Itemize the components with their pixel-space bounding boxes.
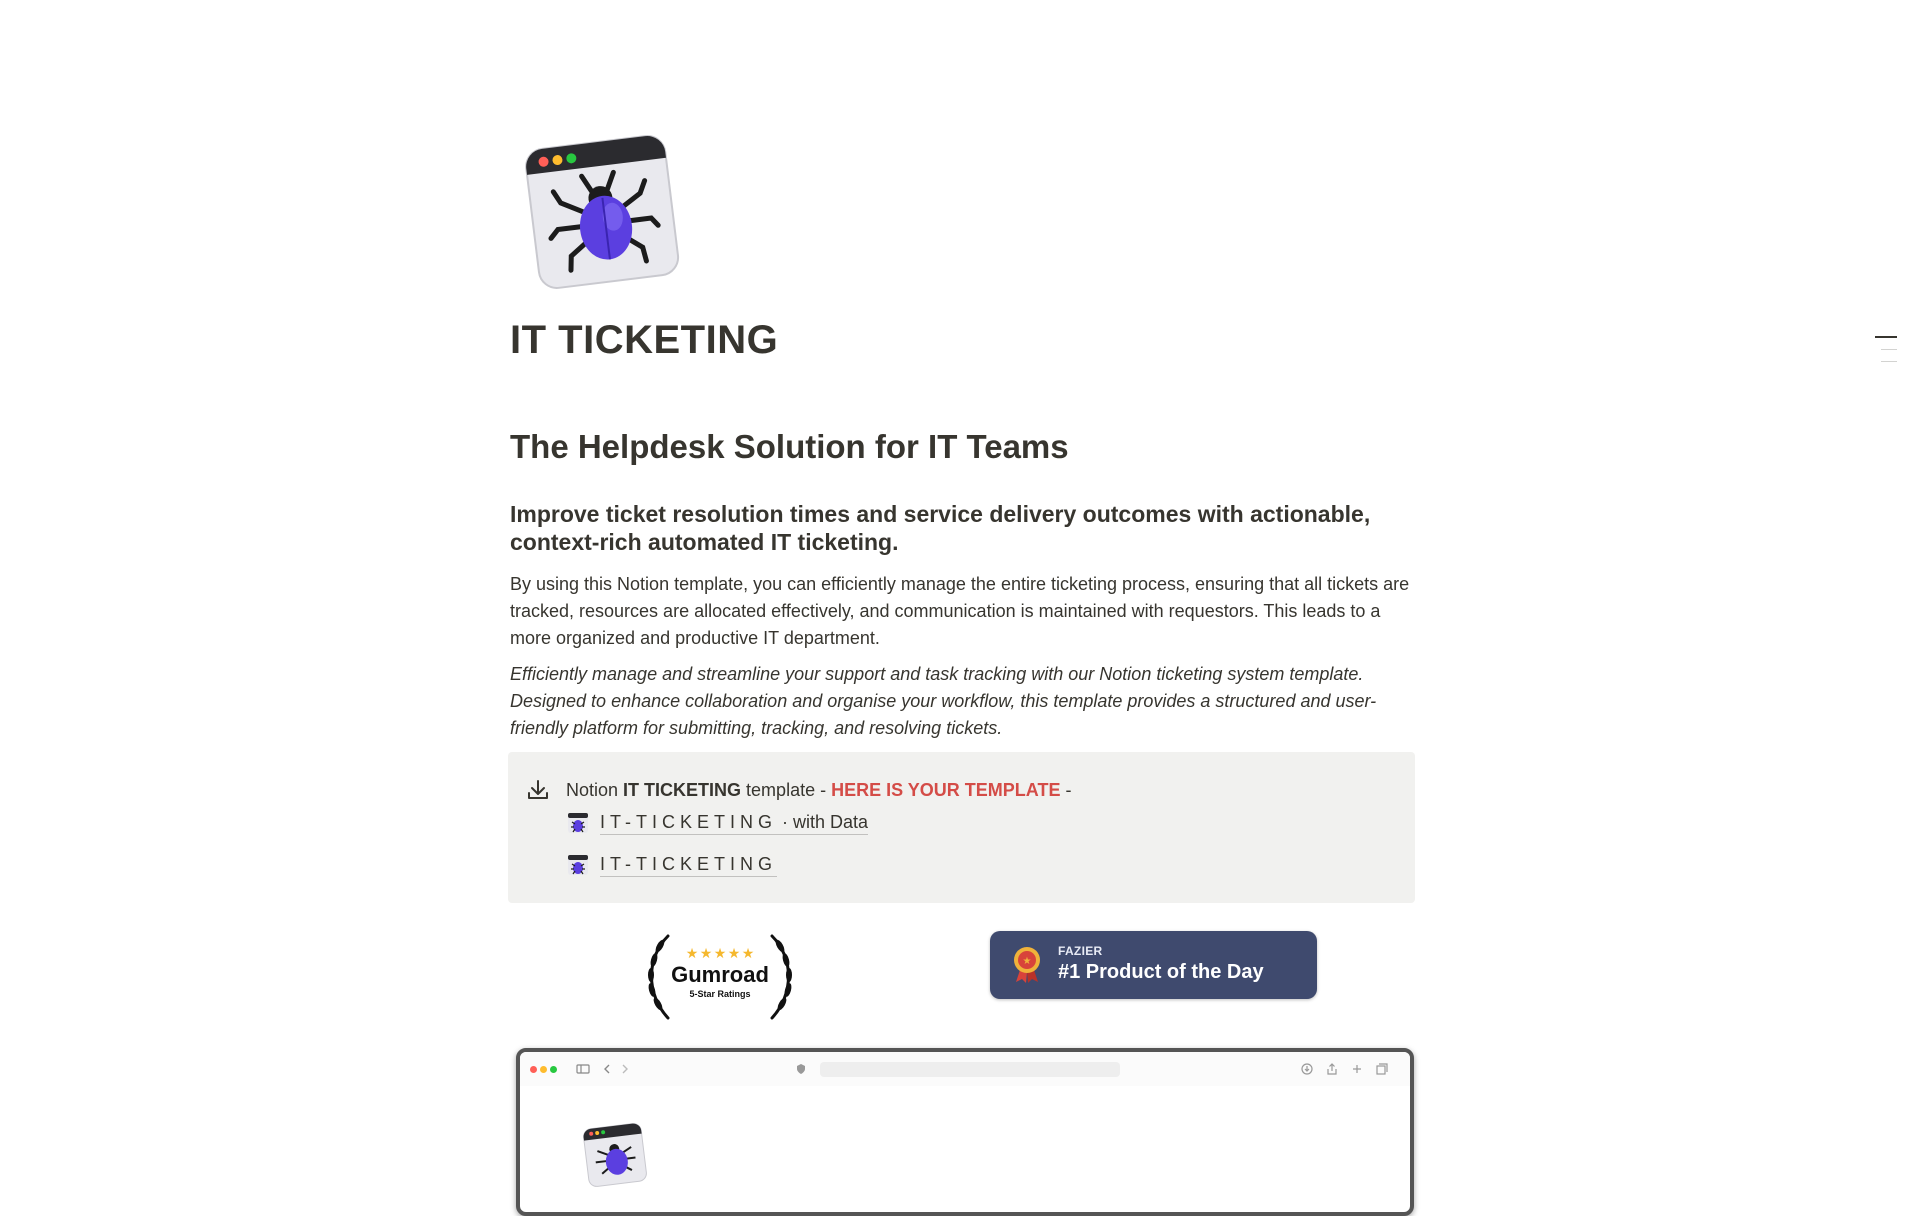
toc-line-active[interactable] <box>1875 336 1897 338</box>
callout-text <box>566 776 1071 804</box>
toc-line[interactable] <box>1881 349 1897 350</box>
plus-icon <box>1350 1062 1364 1076</box>
link-label[interactable] <box>600 812 868 835</box>
sidebar-icon <box>576 1062 590 1076</box>
subheading: Improve ticket resolution times and service delivery outcomes with actionable, context-rich automated IT ticketing. <box>510 501 1371 555</box>
template-link[interactable] <box>566 851 777 879</box>
bug-window-icon <box>566 811 590 835</box>
fazier-title: #1 Product of the Day <box>1058 961 1264 983</box>
svg-text:★: ★ <box>713 946 727 962</box>
bug-window-icon <box>582 1120 648 1190</box>
intro-paragraph: By using this Notion template, you can efficiently manage the entire ticketing process, ensuring that all tickets are tracked, resources are allocated effectively, and communication is maintained with requestors. This leads to a more organized and productive IT department. <box>510 574 1410 648</box>
link-label-spaced: IT-TICKETING <box>600 811 777 832</box>
bug-window-icon <box>566 853 590 877</box>
italic-paragraph: Efficiently manage and streamline your support and task tracking with our Notion ticketing system template. Designed to enhance collaboration and organise your workflow, this template provides a structured and user-friendly platform for submitting, tracking, and resolving tickets. <box>510 664 1377 738</box>
shield-icon <box>794 1062 808 1076</box>
fazier-product-badge[interactable] <box>990 931 1317 999</box>
svg-text:★: ★ <box>727 946 741 962</box>
page-title[interactable]: IT TICKETING <box>510 318 779 362</box>
medal-icon <box>1012 946 1042 984</box>
svg-text:★: ★ <box>685 946 699 962</box>
toc-line[interactable] <box>1881 361 1897 362</box>
download-icon <box>1300 1062 1314 1076</box>
callout-bold: IT TICKETING <box>623 780 742 800</box>
forward-icon <box>618 1062 632 1076</box>
link-label-suffix: · with Data <box>777 811 869 832</box>
back-icon <box>600 1062 614 1076</box>
table-of-contents-indicator[interactable] <box>1875 336 1897 373</box>
link-label-spaced: IT-TICKETING <box>600 853 777 874</box>
share-icon <box>1325 1062 1339 1076</box>
svg-text:★: ★ <box>741 946 755 962</box>
minimize-dot-icon <box>540 1066 547 1073</box>
link-label[interactable] <box>600 854 777 877</box>
template-link-with-data[interactable] <box>566 809 868 837</box>
maximize-dot-icon <box>550 1066 557 1073</box>
browser-toolbar <box>520 1052 1410 1086</box>
browser-preview-image <box>516 1048 1414 1216</box>
svg-text:★: ★ <box>699 946 713 962</box>
section-heading: The Helpdesk Solution for IT Teams <box>510 428 1069 465</box>
svg-text:★: ★ <box>1022 956 1032 967</box>
gumroad-caption: 5-Star Ratings <box>689 989 751 999</box>
tabs-icon <box>1375 1062 1389 1076</box>
download-icon <box>526 778 550 802</box>
gumroad-brand: Gumroad <box>671 962 769 987</box>
close-dot-icon <box>530 1066 537 1073</box>
url-bar <box>820 1062 1120 1077</box>
callout-middle: template - <box>741 780 832 800</box>
callout-suffix: - <box>1060 780 1072 800</box>
template-highlight: HERE IS YOUR TEMPLATE <box>831 780 1061 800</box>
bug-window-icon[interactable] <box>522 128 682 294</box>
fazier-label: FAZIER <box>1058 944 1103 958</box>
callout-prefix: Notion <box>566 780 624 800</box>
gumroad-rating-badge[interactable] <box>638 930 802 1022</box>
template-callout <box>508 752 1415 903</box>
